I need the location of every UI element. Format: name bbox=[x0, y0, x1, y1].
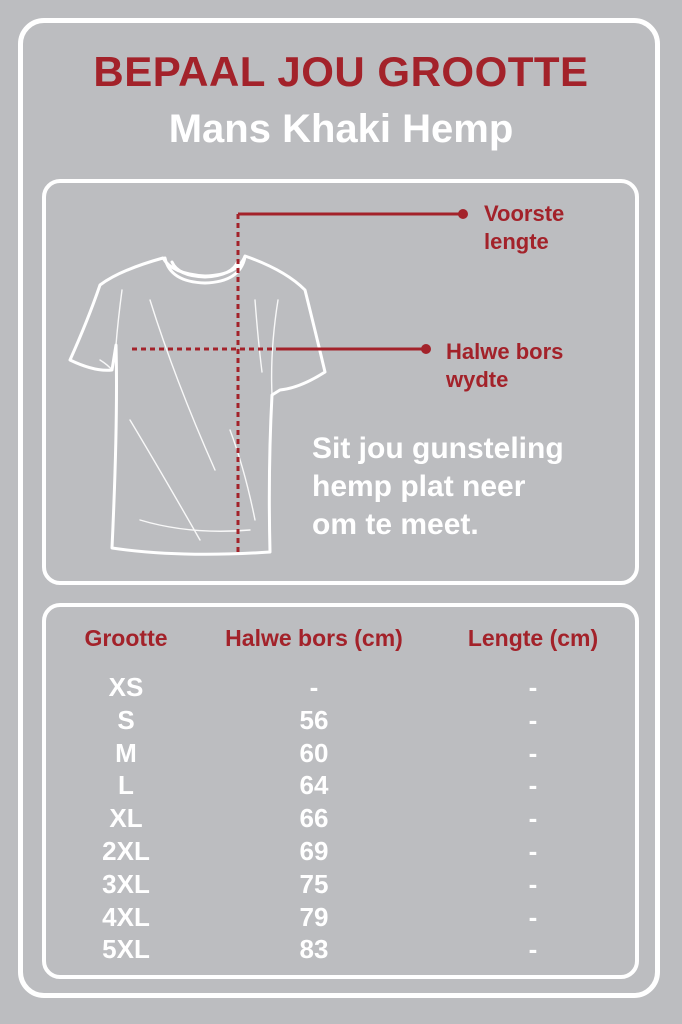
table-row bbox=[0, 738, 682, 771]
front-length-label-line: Voorste bbox=[484, 201, 565, 226]
size-cell: 5XL bbox=[102, 934, 150, 965]
half-chest-cell: 64 bbox=[299, 770, 329, 801]
size-cell: XL bbox=[109, 803, 143, 834]
length-cell: - bbox=[528, 868, 538, 899]
table-row bbox=[0, 869, 682, 902]
length-cell: - bbox=[528, 901, 538, 932]
half-chest-label bbox=[446, 338, 563, 394]
half-chest-cell: 60 bbox=[299, 737, 329, 768]
half-chest-label-line: wydte bbox=[446, 367, 509, 392]
length-cell: - bbox=[528, 803, 538, 834]
size-table bbox=[0, 672, 682, 967]
half-chest-cell: 66 bbox=[299, 803, 329, 834]
length-cell: - bbox=[528, 672, 538, 702]
length-cell: - bbox=[528, 934, 538, 965]
length-cell: - bbox=[528, 835, 538, 866]
size-cell: 3XL bbox=[102, 868, 150, 899]
length-cell: - bbox=[528, 704, 538, 735]
front-length-label bbox=[484, 200, 564, 256]
size-cell: 2XL bbox=[102, 835, 150, 866]
length-cell: - bbox=[528, 737, 538, 768]
table-row bbox=[0, 705, 682, 738]
instruction-line: hemp plat neer bbox=[312, 470, 526, 503]
size-cell: 4XL bbox=[102, 901, 150, 932]
size-cell: L bbox=[118, 770, 134, 801]
half-chest-cell: 83 bbox=[299, 934, 329, 965]
table-row bbox=[0, 934, 682, 967]
half-chest-cell: 75 bbox=[299, 868, 329, 899]
length-cell: - bbox=[528, 770, 538, 801]
measure-instruction bbox=[312, 430, 632, 544]
table-row bbox=[0, 836, 682, 869]
half-chest-cell: - bbox=[309, 672, 319, 702]
instruction-line: om te meet. bbox=[312, 508, 479, 541]
product-name: Mans Khaki Hemp bbox=[168, 107, 514, 151]
half-chest-cell: 79 bbox=[299, 901, 329, 932]
table-row bbox=[0, 770, 682, 803]
half-chest-cell: 56 bbox=[299, 704, 329, 735]
front-length-label-line: lengte bbox=[484, 229, 549, 254]
size-cell: XS bbox=[108, 672, 144, 702]
column-header-half-chest: Halwe bors (cm) bbox=[225, 625, 403, 651]
instruction-line: Sit jou gunsteling bbox=[312, 432, 564, 465]
page-title: BEPAAL JOU GROOTTE bbox=[93, 48, 589, 95]
half-chest-label-line: Halwe bors bbox=[446, 339, 564, 364]
table-row bbox=[0, 803, 682, 836]
table-row bbox=[0, 902, 682, 935]
column-header-size: Grootte bbox=[84, 625, 168, 651]
size-cell: S bbox=[117, 704, 135, 735]
half-chest-cell: 69 bbox=[299, 835, 329, 866]
column-header-length: Lengte (cm) bbox=[467, 625, 599, 651]
size-cell: M bbox=[115, 737, 137, 768]
table-row bbox=[0, 672, 682, 705]
